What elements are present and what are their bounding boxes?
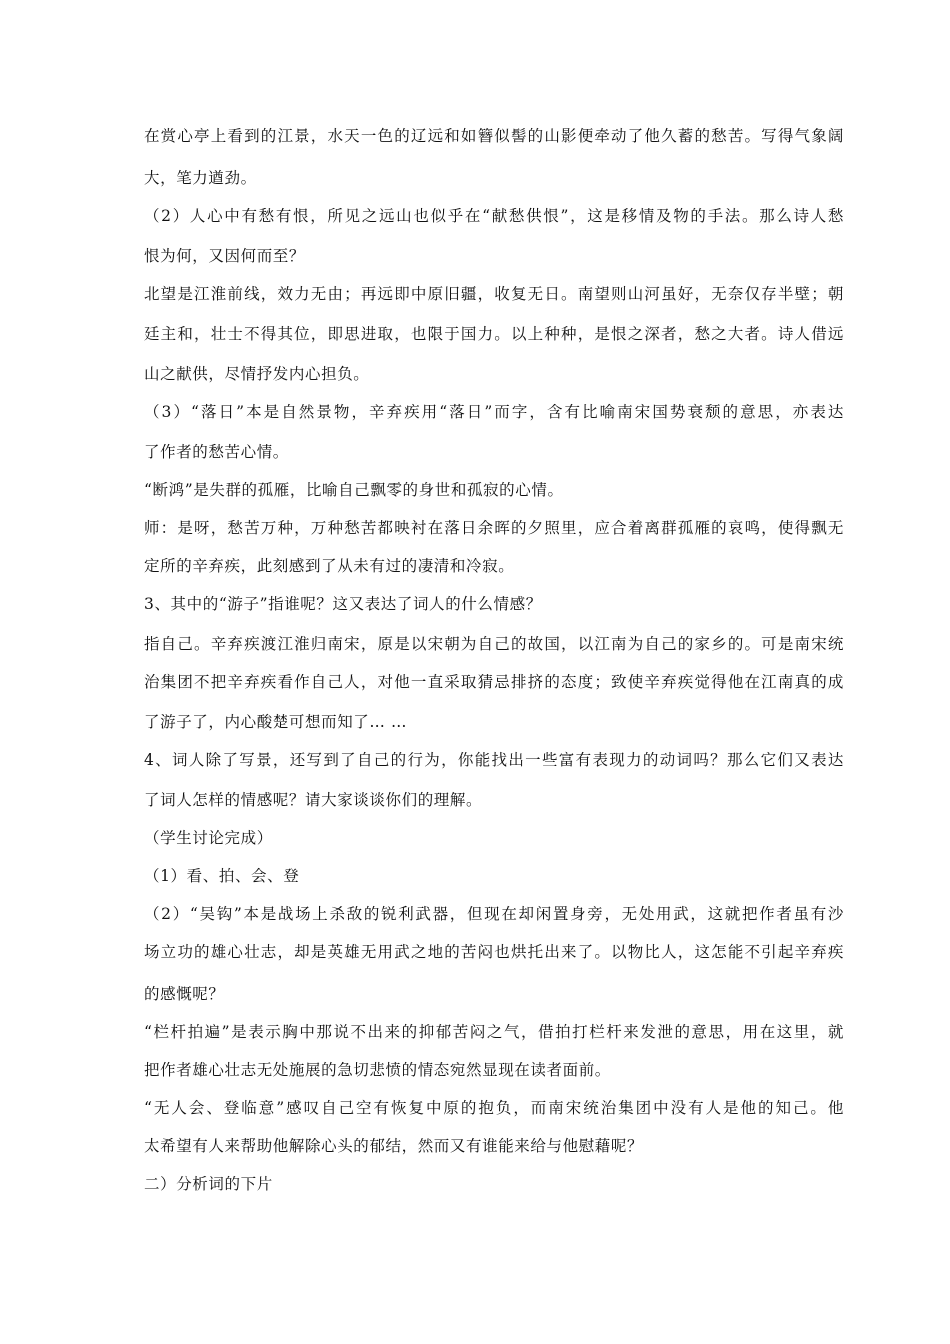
text-line: （学生讨论完成） (144, 829, 273, 847)
text-line: 指自己。辛弃疾渡江淮归南宋，原是以宋朝为自己的故国，以江南为自己的家乡的。可是南宋统 (144, 635, 844, 653)
text-line: 太希望有人来帮助他解除心头的郁结，然而又有谁能来给与他慰藉呢？ (144, 1137, 644, 1155)
section-heading: 二）分析词的下片 (144, 1175, 273, 1193)
text-line: 廷主和，壮士不得其位，即思进取，也限于国力。以上种种，是恨之深者，愁之大者。诗人借远 (144, 325, 844, 343)
text-line: 在赏心亭上看到的江景，水天一色的辽远和如簪似髻的山影便牵动了他久蓄的愁苦。写得气象阔 (144, 127, 844, 145)
text-line: 场立功的雄心壮志，却是英雄无用武之地的苦闷也烘托出来了。以物比人，这怎能不引起辛弃疾 (144, 943, 844, 961)
text-line: 4、词人除了写景，还写到了自己的行为，你能找出一些富有表现力的动词吗？那么它们又表达 (144, 751, 844, 769)
text-line: 把作者雄心壮志无处施展的急切悲愤的情态宛然显现在读者面前。 (144, 1061, 611, 1079)
text-line: “断鸿”是失群的孤雁，比喻自己飘零的身世和孤寂的心情。 (144, 481, 564, 499)
text-line: “无人会、登临意”感叹自己空有恢复中原的抱负，而南宋统治集团中没有人是他的知己。他 (144, 1099, 844, 1117)
text-line: 恨为何，又因何而至？ (144, 247, 306, 265)
text-line: “栏杆拍遍”是表示胸中那说不出来的抑郁苦闷之气，借拍打栏杆来发泄的意思，用在这里，就 (144, 1023, 844, 1041)
text-line: （2）“吴钩”本是战场上杀敌的锐利武器，但现在却闲置身旁，无处用武，这就把作者虽有沙 (144, 905, 844, 923)
text-line: 北望是江淮前线，效力无由；再远即中原旧疆，收复无日。南望则山河虽好，无奈仅存半壁；朝 (144, 285, 844, 303)
text-line: （3）“落日”本是自然景物，辛弃疾用“落日”而字，含有比喻南宋国势衰颓的意思，亦表达 (144, 403, 844, 421)
text-line: 治集团不把辛弃疾看作自己人，对他一直采取猜忌排挤的态度；致使辛弃疾觉得他在江南真的成 (144, 673, 844, 691)
text-line: 大，笔力遒劲。 (144, 169, 257, 187)
text-line: 了作者的愁苦心情。 (144, 443, 289, 461)
text-line: （1）看、拍、会、登 (144, 867, 300, 885)
text-line: 定所的辛弃疾，此刻感到了从未有过的凄清和冷寂。 (144, 557, 515, 575)
text-line: （2）人心中有愁有恨，所见之远山也似乎在“献愁供恨”，这是移情及物的手法。那么诗人愁 (144, 207, 844, 225)
text-line: 了游子了，内心酸楚可想而知了… … (144, 713, 408, 731)
text-line: 了词人怎样的情感呢？请大家谈谈你们的理解。 (144, 791, 483, 809)
text-line: 的感慨呢？ (144, 985, 225, 1003)
text-line: 3、其中的“游子”指谁呢？这又表达了词人的什么情感？ (144, 595, 542, 613)
text-line: 师：是呀，愁苦万种，万种愁苦都映衬在落日余晖的夕照里，应合着离群孤雁的哀鸣，使得飘无 (144, 519, 844, 537)
text-line: 山之献供，尽情抒发内心担负。 (144, 365, 370, 383)
